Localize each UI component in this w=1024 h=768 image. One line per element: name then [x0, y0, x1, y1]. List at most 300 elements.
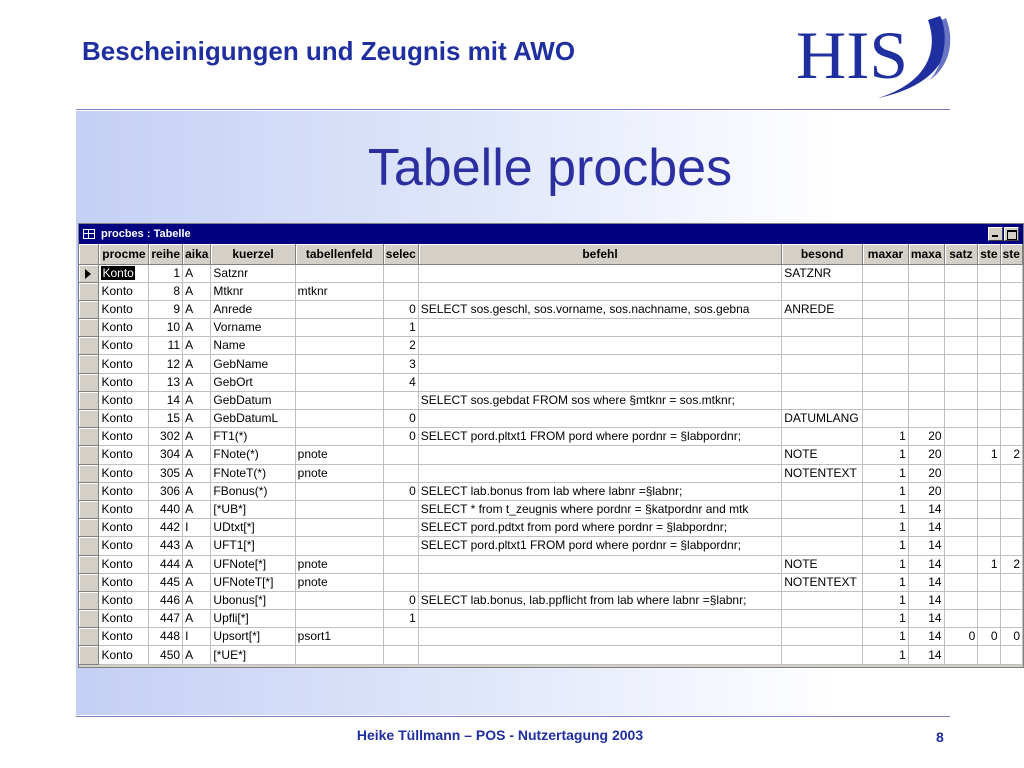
table-cell[interactable] [782, 519, 863, 537]
table-cell[interactable] [944, 300, 978, 318]
table-cell[interactable]: A [183, 573, 211, 591]
table-cell[interactable]: 446 [149, 591, 183, 609]
table-cell[interactable]: [*UE*] [211, 646, 295, 664]
table-cell[interactable]: FT1(*) [211, 428, 295, 446]
table-cell[interactable] [383, 264, 418, 282]
table-cell[interactable] [863, 337, 909, 355]
table-cell[interactable]: SELECT lab.bonus, lab.ppflicht from lab where labnr =§labnr; [418, 591, 781, 609]
table-cell[interactable] [295, 300, 383, 318]
table-cell[interactable]: pnote [295, 464, 383, 482]
table-cell[interactable] [944, 573, 978, 591]
table-cell[interactable]: 1 [863, 610, 909, 628]
table-cell[interactable] [782, 591, 863, 609]
row-selector[interactable] [79, 464, 99, 482]
table-cell[interactable]: Mtknr [211, 282, 295, 300]
table-cell[interactable]: Konto [99, 319, 149, 337]
table-cell[interactable]: Konto [99, 428, 149, 446]
table-cell[interactable] [99, 264, 149, 282]
table-cell[interactable]: 443 [149, 537, 183, 555]
table-cell[interactable] [418, 319, 781, 337]
table-cell[interactable] [978, 591, 1000, 609]
table-cell[interactable]: 1 [863, 446, 909, 464]
table-cell[interactable] [1000, 300, 1022, 318]
table-cell[interactable] [978, 264, 1000, 282]
table-cell[interactable]: GebDatum [211, 391, 295, 409]
table-cell[interactable]: A [183, 410, 211, 428]
table-cell[interactable]: Konto [99, 646, 149, 664]
column-header[interactable]: maxa [908, 244, 944, 264]
table-cell[interactable] [418, 373, 781, 391]
table-cell[interactable]: A [183, 282, 211, 300]
table-cell[interactable]: Konto [99, 610, 149, 628]
column-header[interactable]: satz [944, 244, 978, 264]
table-cell[interactable]: A [183, 610, 211, 628]
table-cell[interactable]: 4 [383, 373, 418, 391]
table-cell[interactable]: 448 [149, 628, 183, 646]
table-cell[interactable] [978, 537, 1000, 555]
table-cell[interactable]: SELECT * from t_zeugnis where pordnr = §katpordnr and mtk [418, 500, 781, 518]
row-selector[interactable] [79, 610, 99, 628]
table-cell[interactable] [863, 391, 909, 409]
table-cell[interactable] [418, 264, 781, 282]
table-cell[interactable] [295, 337, 383, 355]
table-cell[interactable]: FBonus(*) [211, 482, 295, 500]
table-cell[interactable]: Konto [99, 628, 149, 646]
table-cell[interactable]: [*UB*] [211, 500, 295, 518]
table-cell[interactable] [944, 555, 978, 573]
table-cell[interactable]: 1 [383, 319, 418, 337]
table-cell[interactable]: Konto [99, 464, 149, 482]
table-cell[interactable] [1000, 591, 1022, 609]
table-row[interactable] [79, 573, 1023, 591]
table-row[interactable] [79, 482, 1023, 500]
table-row[interactable] [79, 410, 1023, 428]
table-cell[interactable] [978, 355, 1000, 373]
table-cell[interactable] [295, 519, 383, 537]
table-cell[interactable]: 304 [149, 446, 183, 464]
table-cell[interactable]: A [183, 300, 211, 318]
table-cell[interactable] [908, 282, 944, 300]
table-cell[interactable]: 2 [383, 337, 418, 355]
table-cell[interactable] [863, 319, 909, 337]
table-row[interactable] [79, 373, 1023, 391]
table-cell[interactable] [944, 482, 978, 500]
table-cell[interactable]: 1 [863, 482, 909, 500]
table-cell[interactable]: 14 [908, 537, 944, 555]
table-cell[interactable] [944, 410, 978, 428]
table-cell[interactable] [418, 282, 781, 300]
table-cell[interactable] [295, 482, 383, 500]
table-cell[interactable] [978, 519, 1000, 537]
table-cell[interactable] [383, 464, 418, 482]
row-selector[interactable] [79, 628, 99, 646]
table-cell[interactable]: 1 [863, 628, 909, 646]
table-cell[interactable]: UFNoteT[*] [211, 573, 295, 591]
row-selector[interactable] [79, 300, 99, 318]
table-cell[interactable] [782, 373, 863, 391]
table-cell[interactable]: A [183, 391, 211, 409]
table-cell[interactable]: 1 [978, 446, 1000, 464]
table-cell[interactable] [418, 355, 781, 373]
table-cell[interactable]: mtknr [295, 282, 383, 300]
table-cell[interactable]: ANREDE [782, 300, 863, 318]
table-cell[interactable] [418, 573, 781, 591]
table-cell[interactable]: 14 [908, 519, 944, 537]
maximize-button[interactable] [1004, 227, 1019, 241]
table-cell[interactable] [978, 391, 1000, 409]
table-cell[interactable]: 306 [149, 482, 183, 500]
table-cell[interactable] [863, 373, 909, 391]
table-cell[interactable]: A [183, 373, 211, 391]
row-selector[interactable] [79, 555, 99, 573]
minimize-button[interactable] [988, 227, 1003, 241]
table-cell[interactable]: Konto [99, 591, 149, 609]
table-cell[interactable] [1000, 410, 1022, 428]
table-cell[interactable]: Konto [99, 410, 149, 428]
table-cell[interactable] [978, 282, 1000, 300]
table-cell[interactable]: Konto [99, 537, 149, 555]
table-cell[interactable] [978, 410, 1000, 428]
table-cell[interactable]: Konto [99, 391, 149, 409]
table-cell[interactable] [383, 282, 418, 300]
table-cell[interactable]: 12 [149, 355, 183, 373]
row-selector[interactable] [79, 428, 99, 446]
table-cell[interactable] [295, 591, 383, 609]
table-cell[interactable] [782, 428, 863, 446]
table-cell[interactable]: 0 [944, 628, 978, 646]
column-header[interactable]: selec [383, 244, 418, 264]
table-cell[interactable] [1000, 519, 1022, 537]
table-cell[interactable] [418, 610, 781, 628]
table-cell[interactable] [908, 337, 944, 355]
table-cell[interactable]: 2 [1000, 555, 1022, 573]
table-cell[interactable]: 14 [149, 391, 183, 409]
table-cell[interactable]: 1 [863, 573, 909, 591]
table-cell[interactable] [782, 500, 863, 518]
table-cell[interactable]: 445 [149, 573, 183, 591]
table-cell[interactable]: 0 [978, 628, 1000, 646]
table-cell[interactable] [978, 337, 1000, 355]
table-cell[interactable]: 1 [383, 610, 418, 628]
table-cell[interactable]: GebDatumL [211, 410, 295, 428]
table-cell[interactable] [418, 464, 781, 482]
table-cell[interactable]: SELECT pord.pltxt1 FROM pord where pordnr = §labpordnr; [418, 428, 781, 446]
row-selector[interactable] [79, 537, 99, 555]
table-cell[interactable] [295, 355, 383, 373]
table-cell[interactable] [944, 319, 978, 337]
table-cell[interactable] [295, 391, 383, 409]
table-cell[interactable] [944, 373, 978, 391]
table-cell[interactable] [383, 500, 418, 518]
table-cell[interactable]: A [183, 591, 211, 609]
table-cell[interactable]: 3 [383, 355, 418, 373]
table-cell[interactable] [944, 355, 978, 373]
table-row[interactable] [79, 464, 1023, 482]
table-cell[interactable] [383, 555, 418, 573]
table-cell[interactable] [1000, 282, 1022, 300]
table-cell[interactable] [978, 428, 1000, 446]
row-selector[interactable] [79, 410, 99, 428]
row-selector[interactable] [79, 500, 99, 518]
table-cell[interactable]: 9 [149, 300, 183, 318]
table-cell[interactable]: FNote(*) [211, 446, 295, 464]
table-cell[interactable]: 14 [908, 591, 944, 609]
table-cell[interactable] [944, 500, 978, 518]
table-cell[interactable] [295, 373, 383, 391]
table-cell[interactable]: 14 [908, 610, 944, 628]
table-cell[interactable] [782, 391, 863, 409]
table-cell[interactable] [418, 410, 781, 428]
row-selector[interactable] [79, 646, 99, 664]
table-cell[interactable]: FNoteT(*) [211, 464, 295, 482]
table-cell[interactable] [418, 646, 781, 664]
row-selector[interactable] [79, 391, 99, 409]
table-cell[interactable]: Konto [99, 555, 149, 573]
table-cell[interactable] [1000, 264, 1022, 282]
table-cell[interactable]: Konto [99, 519, 149, 537]
table-cell[interactable] [978, 500, 1000, 518]
table-cell[interactable] [383, 628, 418, 646]
column-header[interactable]: tabellenfeld [295, 244, 383, 264]
table-cell[interactable] [418, 555, 781, 573]
table-cell[interactable] [944, 264, 978, 282]
table-cell[interactable] [978, 610, 1000, 628]
table-row[interactable] [79, 628, 1023, 646]
table-cell[interactable]: I [183, 519, 211, 537]
table-cell[interactable] [944, 446, 978, 464]
table-cell[interactable]: Name [211, 337, 295, 355]
table-cell[interactable] [1000, 373, 1022, 391]
table-cell[interactable] [295, 610, 383, 628]
table-cell[interactable]: 10 [149, 319, 183, 337]
table-cell[interactable]: 20 [908, 482, 944, 500]
table-row[interactable] [79, 591, 1023, 609]
table-cell[interactable] [782, 646, 863, 664]
table-cell[interactable]: 0 [383, 591, 418, 609]
table-cell[interactable]: 11 [149, 337, 183, 355]
table-cell[interactable] [1000, 391, 1022, 409]
table-cell[interactable] [944, 391, 978, 409]
table-row[interactable] [79, 610, 1023, 628]
table-cell[interactable]: A [183, 337, 211, 355]
table-cell[interactable] [383, 519, 418, 537]
table-cell[interactable]: NOTENTEXT [782, 464, 863, 482]
table-cell[interactable]: Konto [99, 300, 149, 318]
table-cell[interactable]: 14 [908, 646, 944, 664]
table-cell[interactable]: 1 [978, 555, 1000, 573]
table-cell[interactable]: 14 [908, 500, 944, 518]
table-cell[interactable] [1000, 500, 1022, 518]
table-cell[interactable]: 0 [383, 410, 418, 428]
table-cell[interactable] [978, 373, 1000, 391]
table-cell[interactable] [908, 300, 944, 318]
table-cell[interactable]: 20 [908, 428, 944, 446]
column-header[interactable]: reihe [149, 244, 183, 264]
table-cell[interactable]: 20 [908, 464, 944, 482]
table-cell[interactable]: 1 [863, 464, 909, 482]
table-cell[interactable]: pnote [295, 555, 383, 573]
table-cell[interactable]: psort1 [295, 628, 383, 646]
table-cell[interactable] [1000, 573, 1022, 591]
table-cell[interactable]: Upfli[*] [211, 610, 295, 628]
table-cell[interactable] [418, 446, 781, 464]
table-cell[interactable] [418, 628, 781, 646]
table-cell[interactable] [944, 337, 978, 355]
table-cell[interactable] [1000, 537, 1022, 555]
table-cell[interactable] [1000, 482, 1022, 500]
table-cell[interactable]: NOTE [782, 446, 863, 464]
table-row[interactable] [79, 537, 1023, 555]
table-row[interactable] [79, 391, 1023, 409]
table-cell[interactable]: Anrede [211, 300, 295, 318]
table-cell[interactable]: 14 [908, 555, 944, 573]
table-cell[interactable]: SELECT pord.pdtxt from pord where pordnr = §labpordnr; [418, 519, 781, 537]
table-row[interactable] [79, 519, 1023, 537]
column-header[interactable]: maxar [863, 244, 909, 264]
table-cell[interactable]: GebName [211, 355, 295, 373]
table-cell[interactable]: A [183, 355, 211, 373]
table-cell[interactable] [782, 355, 863, 373]
table-cell[interactable]: 1 [863, 591, 909, 609]
table-cell[interactable]: 1 [863, 500, 909, 518]
column-header[interactable]: aika [183, 244, 211, 264]
table-cell[interactable] [978, 482, 1000, 500]
table-cell[interactable]: pnote [295, 446, 383, 464]
table-cell[interactable] [978, 464, 1000, 482]
window-titlebar[interactable] [79, 224, 1023, 244]
table-cell[interactable]: UDtxt[*] [211, 519, 295, 537]
row-selector[interactable] [79, 373, 99, 391]
select-all-corner[interactable] [79, 244, 99, 264]
table-cell[interactable] [863, 300, 909, 318]
column-header[interactable]: ste [1000, 244, 1022, 264]
table-row[interactable] [79, 300, 1023, 318]
table-cell[interactable]: 14 [908, 573, 944, 591]
table-cell[interactable]: A [183, 319, 211, 337]
table-cell[interactable] [1000, 428, 1022, 446]
table-cell[interactable]: Upsort[*] [211, 628, 295, 646]
table-row[interactable] [79, 264, 1023, 282]
table-cell[interactable]: A [183, 537, 211, 555]
table-cell[interactable] [908, 410, 944, 428]
table-cell[interactable]: NOTENTEXT [782, 573, 863, 591]
table-cell[interactable]: 1 [149, 264, 183, 282]
table-cell[interactable]: Ubonus[*] [211, 591, 295, 609]
table-cell[interactable]: A [183, 464, 211, 482]
table-cell[interactable] [383, 646, 418, 664]
row-selector[interactable] [79, 519, 99, 537]
table-cell[interactable]: NOTE [782, 555, 863, 573]
table-cell[interactable]: 0 [1000, 628, 1022, 646]
table-cell[interactable]: UFT1[*] [211, 537, 295, 555]
table-cell[interactable] [1000, 646, 1022, 664]
table-cell[interactable]: A [183, 555, 211, 573]
table-cell[interactable] [908, 373, 944, 391]
row-selector[interactable] [79, 482, 99, 500]
table-cell[interactable] [944, 428, 978, 446]
table-cell[interactable]: 305 [149, 464, 183, 482]
table-cell[interactable]: 447 [149, 610, 183, 628]
table-row[interactable] [79, 646, 1023, 664]
table-cell[interactable]: 0 [383, 428, 418, 446]
table-cell[interactable]: GebOrt [211, 373, 295, 391]
table-cell[interactable] [978, 319, 1000, 337]
row-selector[interactable] [79, 337, 99, 355]
table-cell[interactable] [295, 410, 383, 428]
table-cell[interactable] [863, 264, 909, 282]
table-cell[interactable]: 444 [149, 555, 183, 573]
row-selector[interactable] [79, 573, 99, 591]
table-cell[interactable]: SELECT pord.pltxt1 FROM pord where pordnr = §labpordnr; [418, 537, 781, 555]
table-row[interactable] [79, 555, 1023, 573]
column-header[interactable]: ste [978, 244, 1000, 264]
table-cell[interactable] [295, 646, 383, 664]
table-row[interactable] [79, 446, 1023, 464]
table-cell[interactable] [782, 628, 863, 646]
table-cell[interactable] [295, 537, 383, 555]
table-cell[interactable] [863, 410, 909, 428]
table-cell[interactable] [978, 573, 1000, 591]
column-header[interactable]: besond [782, 244, 863, 264]
table-cell[interactable] [1000, 337, 1022, 355]
table-cell[interactable] [944, 610, 978, 628]
table-cell[interactable]: Vorname [211, 319, 295, 337]
table-cell[interactable] [295, 500, 383, 518]
table-cell[interactable]: 1 [863, 555, 909, 573]
table-cell[interactable]: I [183, 628, 211, 646]
table-row[interactable] [79, 319, 1023, 337]
table-cell[interactable] [782, 282, 863, 300]
table-cell[interactable]: A [183, 446, 211, 464]
row-selector[interactable] [79, 264, 99, 282]
row-selector[interactable] [79, 446, 99, 464]
table-cell[interactable]: Satznr [211, 264, 295, 282]
row-selector[interactable] [79, 319, 99, 337]
column-header[interactable]: procme [99, 244, 149, 264]
row-selector[interactable] [79, 591, 99, 609]
table-cell[interactable]: Konto [99, 337, 149, 355]
table-cell[interactable] [863, 282, 909, 300]
row-selector[interactable] [79, 282, 99, 300]
table-cell[interactable] [863, 355, 909, 373]
table-cell[interactable] [295, 428, 383, 446]
table-cell[interactable]: Konto [99, 373, 149, 391]
table-cell[interactable] [1000, 464, 1022, 482]
table-cell[interactable] [295, 264, 383, 282]
table-cell[interactable] [944, 282, 978, 300]
table-cell[interactable] [944, 646, 978, 664]
table-row[interactable] [79, 355, 1023, 373]
table-cell[interactable]: 1 [863, 428, 909, 446]
table-cell[interactable]: A [183, 264, 211, 282]
table-cell[interactable]: 20 [908, 446, 944, 464]
table-cell[interactable] [944, 519, 978, 537]
table-cell[interactable]: 0 [383, 482, 418, 500]
table-row[interactable] [79, 500, 1023, 518]
table-cell[interactable]: 8 [149, 282, 183, 300]
table-cell[interactable]: 1 [863, 519, 909, 537]
table-cell[interactable]: 0 [383, 300, 418, 318]
table-cell[interactable]: 15 [149, 410, 183, 428]
table-cell[interactable]: 1 [863, 537, 909, 555]
access-table-window[interactable] [78, 223, 1024, 668]
table-cell[interactable]: Konto [99, 500, 149, 518]
table-cell[interactable]: Konto [99, 282, 149, 300]
table-cell[interactable]: Konto [99, 573, 149, 591]
table-cell[interactable]: UFNote[*] [211, 555, 295, 573]
table-cell[interactable]: 450 [149, 646, 183, 664]
table-cell[interactable] [1000, 355, 1022, 373]
